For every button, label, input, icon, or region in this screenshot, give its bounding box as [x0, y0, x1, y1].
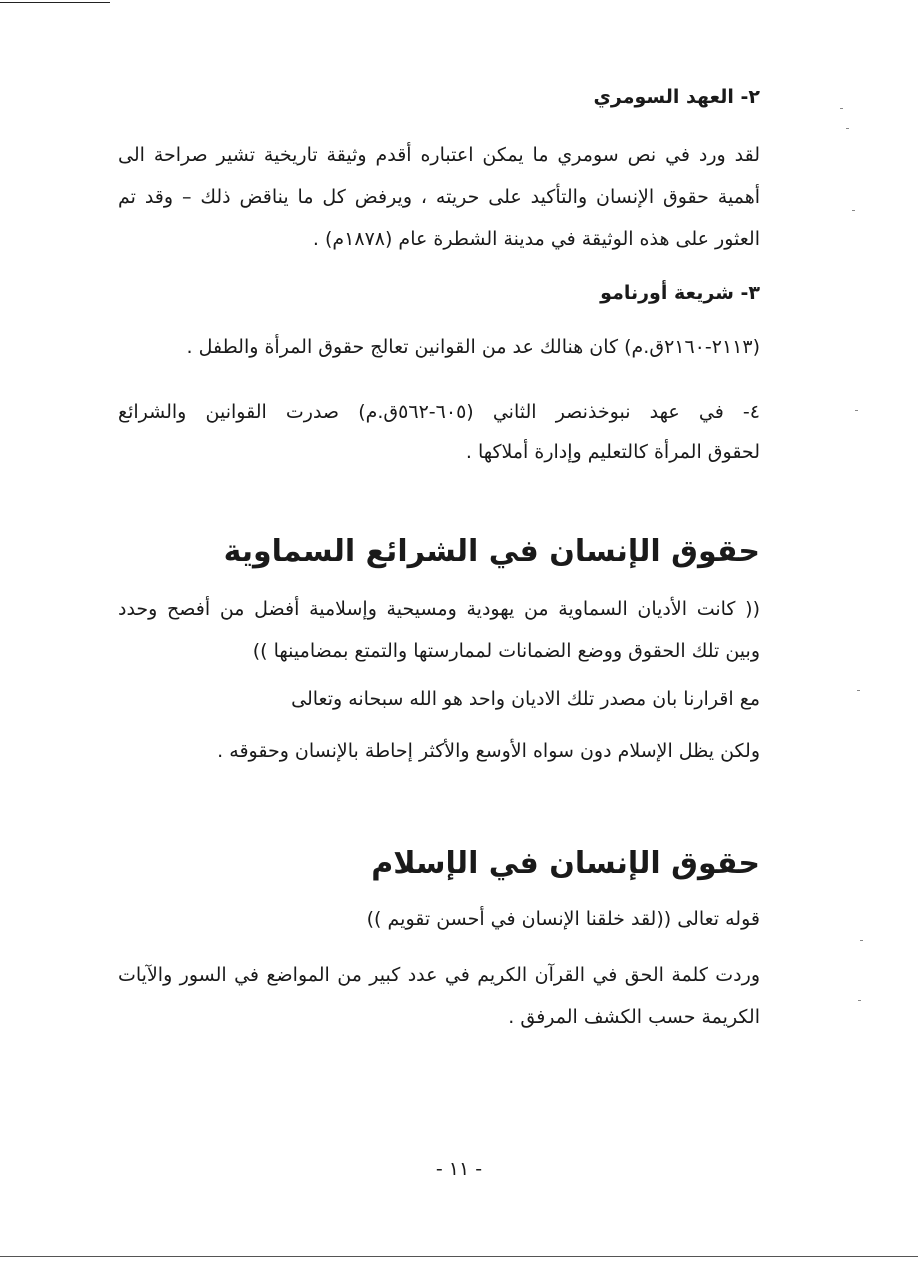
- scan-speck: [855, 410, 858, 411]
- scan-speck: [858, 1000, 861, 1001]
- scan-speck: [860, 940, 863, 941]
- paragraph-nebuchadnezzar: [118, 392, 760, 472]
- scan-edge-bottom: [0, 1256, 918, 1257]
- text-line: ٤- في عهد نبوخذنصر الثاني (٦٠٥-٥٦٢ق.م) صدرت القوانين والشرائع: [118, 401, 760, 423]
- scan-speck: [840, 108, 843, 109]
- paragraph-sumerian: [118, 134, 760, 260]
- text-line: (( كانت الأديان السماوية من يهودية ومسيحية وإسلامية أفضل من أفصح وحدد: [118, 598, 760, 620]
- section-title-urnammu: ٣- شريعة أورنامو: [600, 282, 760, 304]
- scan-speck: [852, 210, 855, 211]
- heading-islam: حقوق الإنسان في الإسلام: [371, 846, 760, 881]
- section-title-sumerian: ٢- العهد السومري: [593, 86, 760, 108]
- paragraph-urnammu: (٢١١٣-٢١٦٠ق.م) كان هنالك عد من القوانين تعالج حقوق المرأة والطفل .: [186, 336, 760, 358]
- page-number: - ١١ -: [435, 1158, 483, 1180]
- paragraph-islam-2: [118, 954, 760, 1038]
- paragraph-islam-1: قوله تعالى ((لقد خلقنا الإنسان في أحسن تقويم )): [366, 908, 760, 930]
- paragraph-divine-3: ولكن يظل الإسلام دون سواه الأوسع والأكثر إحاطة بالإنسان وحقوقه .: [217, 740, 760, 762]
- scan-speck: [857, 690, 860, 691]
- text-line: أهمية حقوق الإنسان والتأكيد على حريته ، ويرفض كل ما يناقض ذلك – وقد تم: [118, 186, 760, 208]
- paragraph-divine-1: [118, 588, 760, 672]
- document-page: [118, 70, 760, 1038]
- scan-edge-top-left: [0, 2, 110, 3]
- text-line: العثور على هذه الوثيقة في مدينة الشطرة عام (١٨٧٨م) .: [312, 228, 760, 250]
- paragraph-divine-2: مع اقرارنا بان مصدر تلك الاديان واحد هو الله سبحانه وتعالى: [291, 688, 760, 710]
- text-line: لقد ورد في نص سومري ما يمكن اعتباره أقدم وثيقة تاريخية تشير صراحة الى: [118, 144, 760, 166]
- heading-divine-laws: حقوق الإنسان في الشرائع السماوية: [223, 534, 760, 569]
- text-line: وبين تلك الحقوق ووضع الضمانات لممارستها والتمتع بمضامينها )): [252, 640, 760, 662]
- text-line: لحقوق المرأة كالتعليم وإدارة أملاكها .: [465, 441, 760, 463]
- scan-speck: [846, 128, 849, 129]
- text-line: الكريمة حسب الكشف المرفق .: [508, 1006, 760, 1028]
- text-line: وردت كلمة الحق في القرآن الكريم في عدد كبير من المواضع في السور والآيات: [118, 964, 760, 986]
